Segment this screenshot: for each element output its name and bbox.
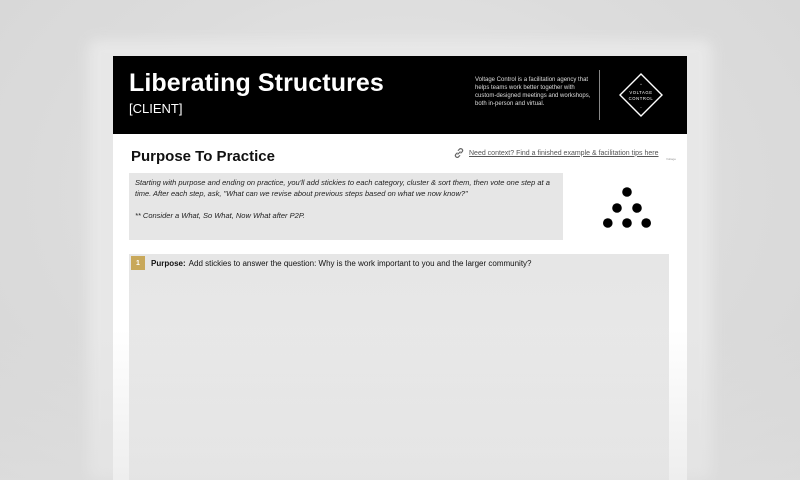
header-banner — [113, 56, 687, 134]
intro-paragraph: Starting with purpose and ending on practice, you'll add stickies to each category, cluster & sort them, then vote one step at a time. After each step, ask, "What can we revise about previous steps based on what we now know?" — [135, 178, 550, 198]
step-1-panel[interactable] — [129, 254, 669, 480]
link-icon — [453, 147, 465, 159]
board-title: Liberating Structures — [129, 69, 384, 97]
step-1-header — [129, 254, 669, 272]
agency-description: Voltage Control is a facilitation agency that helps teams work better together with custom-designed meetings and workshops, both in-person and virtual. — [475, 77, 591, 107]
template-board — [113, 56, 687, 480]
tiny-mark: Voltage — [666, 157, 677, 161]
header-divider — [599, 70, 600, 120]
client-label: [CLIENT] — [129, 101, 183, 116]
intro-box — [129, 173, 563, 240]
svg-text:–: – — [640, 105, 642, 109]
step-number-badge: 1 — [131, 256, 145, 270]
logo-text-top: VOLTAGE — [629, 90, 653, 95]
intro-note: ** Consider a What, So What, Now What after P2P. — [135, 211, 305, 220]
step-prompt: Add stickies to answer the question: Why is the work important to you and the larger community? — [188, 258, 532, 268]
context-link-text[interactable]: Need context? Find a finished example & facilitation tips here — [469, 149, 659, 157]
voltage-control-logo — [619, 73, 663, 117]
dots-triangle-icon — [603, 186, 651, 230]
context-link[interactable] — [453, 147, 659, 159]
step-label: Purpose: — [151, 258, 186, 268]
section-title: Purpose To Practice — [131, 148, 275, 165]
logo-text-bottom: CONTROL — [628, 96, 654, 101]
svg-text:+: + — [640, 82, 642, 86]
